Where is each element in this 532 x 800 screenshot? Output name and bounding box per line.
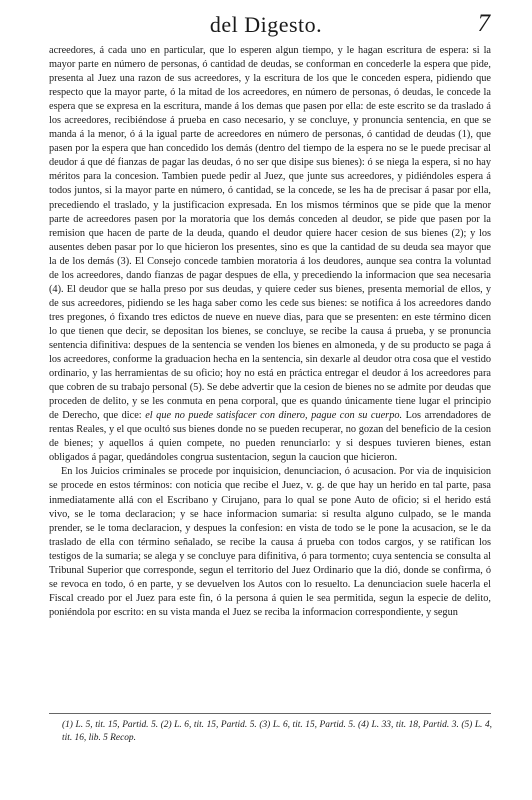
page-number: 7: [477, 10, 490, 37]
paragraph-moratoria: [49, 44, 491, 465]
footnote-divider: [49, 713, 491, 714]
running-head: [0, 12, 532, 42]
body-text: [49, 44, 491, 620]
footnotes: (1) L. 5, tit. 15, Partid. 5. (2) L. 6, tit. 15, Partid. 5. (3) L. 6, tit. 15, Partid. 5. (4) L. 33, tit. 18, Partid. 3. (5) L. 4, tit. 16, lib. 5 Recop.: [62, 720, 492, 743]
running-title: del Digesto.: [209, 12, 323, 37]
paragraph-moratoria-text: acreedores, á cada uno en particular, que lo esperen algun tiempo, y le hagan escritura de espera: si la mayor parte en número de personas, ó cantidad de deudas, se conforman en concederle la espera que pide, presenta al Juez una razon de sus acreedores, y la escritura de los que le conceden espera, pidiendo que respecto que la mayor parte, ó la mitad de los acreedores, en número de personas, ó deudas, le concede la espera que se expresa en la escritura, mande á los demas que pasen por ella: de este escrito se da traslado á los acreedores, recibiéndose á prueba en caso necesario, y se concluye, y pronuncia sentencia, en que se manda á la menor, ó á la igual parte de acreedores en número de personas, ó cantidad de deudas (1), que pasen por la espera que han concedido los demás (dentro del tiempo de la espera no se le puede precisar al deudor á que dé fianzas de pagar las deudas, ó no ser que disipe sus bienes): ó se niega la espera, si no hay méritos para la concesion. Tambien puede pedir al Juez, que junte sus acreedores, y pidiéndoles espera á todos juntos, si la mayor parte en número, ó cantidad, se la concede, se les ha de precisar á pasar por ella, precediendo el traslado, y la justificacion expresada. En los mismos términos que se pide que la menor parte de acreedores pasen por la moratoria que los demás conceden al deudor, se pide que pasen por la remision que hacen de parte de la deuda, quando el deudor quiere hacer cesion de sus bienes (2); y los ausentes deben pasar por lo que hicieron los presentes, sino es que la cantidad de su deuda sea mayor que la de los demás (3). El Consejo concede tambien moratoria á los deudores, aunque sea contra la voluntad de los acreedores, dando fianzas de pagar despues de ella, y precediendo la informacion que sea necesaria (4). El deudor que se halla preso por sus deudas, y quiere ceder sus bienes, presenta memorial de ellos, y de sus acreedores, pidiendo se les haga saber como les cede sus bienes: se notifica á los acreedores dando tres pregones, ó fixando tres edictos de nueve en nueve dias, para que se presenten: en este término dicen lo que tienen que decir, se depositan los bienes, se concluye, se recibe la causa á prueba, y se pronuncia sentencia difinitiva: despues de la sentencia se venden los bienes en almoneda, y de su producto se paga á los acreedores, conforme la graduacion hecha en la sentencia, sin dexarle al deudor otra cosa que el vestido ordinario, y las herramientas de su oficio; hoy no está en práctica entregar el deudor á los acreedores para que cobren de su trabajo personal (5). Se debe advertir que la cesion de bienes no se admite por deudas que proceden de delito, y se les conmuta en pena corporal, que es quando únicamente tiene lugar el principio de Derecho, que dice:: [49, 45, 491, 422]
paragraph-moratoria-end: Los arrendadores de rentas Reales, y el que ocultó sus bienes donde no se pueden recuperar, no gozan del beneficio de la cesion de bienes; y aquellos á quien compete, no pueden renunciarlo: y si despues tuvieren bienes, estan obligados á pagar, quedándoles congrua sustentacion, segun la caucion que hicieron.: [49, 410, 491, 464]
paragraph-juicios-criminales: En los Juicios criminales se procede por inquisicion, denunciacion, ó acusacion. Por via de inquisicion se procede en estos términos: con noticia que recibe el Juez, v. g. de que hay un herido en tal parte, pasa inmediatamente allá con el Escribano y Cirujano, para lo qual se pone Auto de oficio; si el herido está vivo, se le toma declaracion; y se hace informacion sumaria: si resulta alguno culpado, se le manda prender, se le toma declaracion, y despues la confesion: en vista de todo se le pone la acusacion, se le da traslado de ella con término señalado, se recibe la causa á prueba con todos cargos, y se ratifican los testigos de la sumaria; se alega y se concluye para difinitiva, ó para tormento; cuya sentencia se consulta al Tribunal Superior que corresponde, segun el territorio del Juez Ordinario que la dió, donde se confirma, ó se revoca en todo, ó en parte, y se devuelven los Autos con lo resuelto. La denunciacion suele hacerla el Fiscal creado por el Juez para este fin, ó la persona á quien le sea permitida, segun la especie de delito, poniéndola por escrito: en su vista manda el Juez se reciba la informacion correspondiente, y segun: [49, 466, 491, 618]
legal-maxim-quote: el que no puede satisfacer con dinero, pague con su cuerpo.: [145, 410, 403, 422]
